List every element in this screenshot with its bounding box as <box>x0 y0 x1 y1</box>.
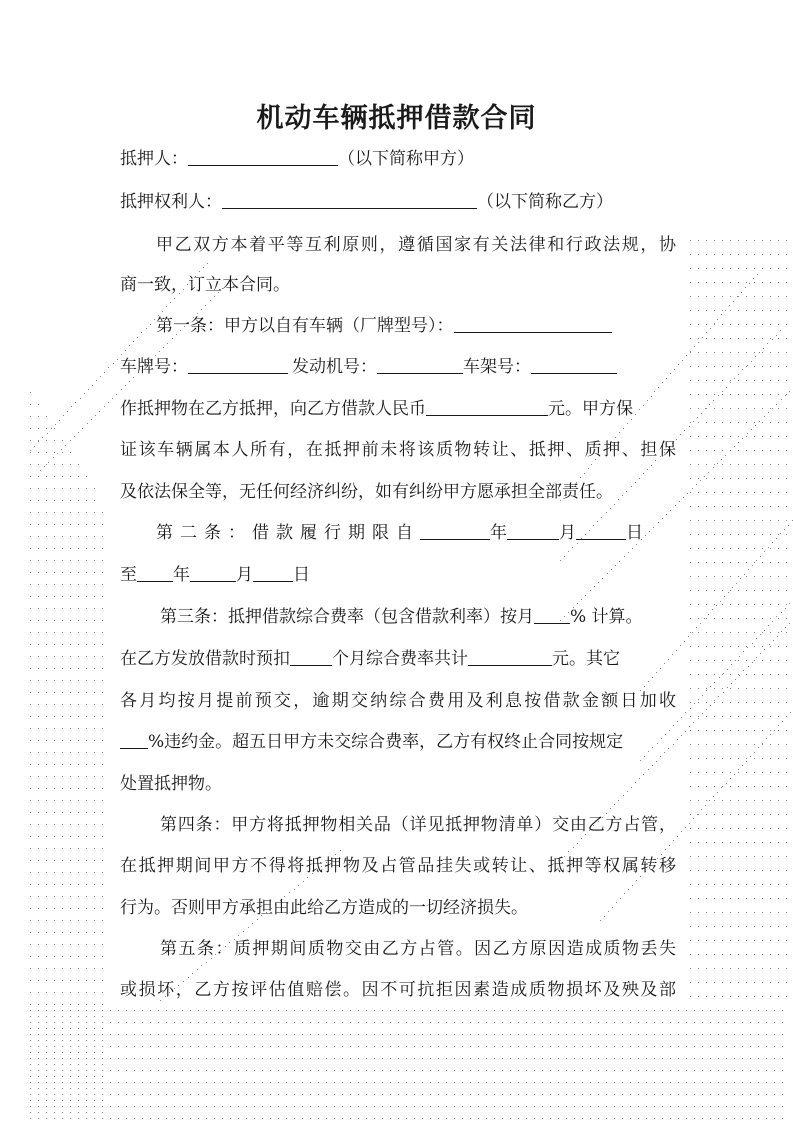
start-year-blank <box>420 521 490 540</box>
article1-intro-text: 第一条：甲方以自有车辆（厂牌型号）： <box>156 316 454 336</box>
article4-line-2: 在抵押期间甲方不得将抵押物及占管品挂失或转让、抵押等权属转移 <box>120 856 676 876</box>
article3-l1-pre: 第三条：抵押借款综合费率（包含借款利率）按月 <box>160 607 534 627</box>
article1-ids-line <box>120 354 676 380</box>
monthly-rate-blank <box>534 605 570 624</box>
article3-line-2 <box>120 646 676 672</box>
frame-label: 车架号： <box>463 357 531 377</box>
prepaid-amount-blank <box>468 647 552 666</box>
frame-blank <box>531 355 617 374</box>
article3-l1-post: % 计算。 <box>570 607 643 627</box>
article2-intro: 第二条：借款履行期限自 <box>156 523 420 543</box>
preamble-line-2: 商一致，订立本合同。 <box>120 275 290 295</box>
day-label: 日 <box>626 523 643 543</box>
month-label: 月 <box>559 523 576 543</box>
article3-l2-pre: 在乙方发放借款时预扣 <box>120 649 290 669</box>
article3-line-4 <box>120 729 676 755</box>
article2-line-1 <box>156 520 676 546</box>
party-a-blank <box>188 147 338 166</box>
article5-line-2: 或损坏，乙方按评估值赔偿。因不可抗拒因素造成质物损坏及殃及部 <box>120 980 676 1000</box>
article1-line-3: 证该车辆属本人所有，在抵押前未将该质物转让、抵押、质押、担保 <box>120 440 676 460</box>
party-a-label: 抵押人： <box>120 149 188 169</box>
end-day-blank <box>253 563 293 582</box>
party-b-line <box>120 189 676 215</box>
article3-line-5: 处置抵押物。 <box>120 774 222 794</box>
end-year-label: 年 <box>173 565 190 585</box>
article2-line-2 <box>120 562 676 588</box>
penalty-rate-blank <box>120 730 148 749</box>
article3-line-1 <box>160 604 676 630</box>
article4-line-3: 行为。否则甲方承担由此给乙方造成的一切经济损失。 <box>120 898 528 918</box>
article1-line-4: 及依法保全等，无任何经济纠纷，如有纠纷甲方愿承担全部责任。 <box>120 482 613 502</box>
article3-l2-mid: 个月综合费率共计 <box>332 649 468 669</box>
end-year-blank <box>137 563 173 582</box>
article3-l4-post: %违约金。超五日甲方未交综合费率，乙方有权终止合同按规定 <box>148 732 624 752</box>
loan-pre: 作抵押物在乙方抵押，向乙方借款人民币 <box>120 399 426 419</box>
party-a-line <box>120 146 676 172</box>
end-day-label: 日 <box>293 565 310 585</box>
loan-post: 元。甲方保 <box>548 399 633 419</box>
engine-blank <box>377 355 463 374</box>
party-b-note: （以下简称乙方） <box>477 192 613 212</box>
prepaid-months-blank <box>290 647 332 666</box>
end-month-label: 月 <box>236 565 253 585</box>
article3-line-3: 各月均按月提前预交，逾期交纳综合费用及利息按借款金额日加收 <box>120 691 676 711</box>
engine-label: 发动机号： <box>292 357 377 377</box>
article1-loan-line <box>120 396 676 422</box>
article5-line-1: 第五条：质押期间质物交由乙方占管。因乙方原因造成质物丢失 <box>160 939 676 959</box>
loan-amount-blank <box>426 397 548 416</box>
contract-title: 机动车辆抵押借款合同 <box>256 103 537 134</box>
party-a-note: （以下简称甲方） <box>338 149 474 169</box>
party-b-blank <box>222 190 477 209</box>
plate-label: 车牌号： <box>120 357 188 377</box>
preamble-line-1: 甲乙双方本着平等互利原则，遵循国家有关法律和行政法规，协 <box>156 235 676 255</box>
end-month-blank <box>190 563 236 582</box>
party-b-label: 抵押权利人： <box>120 192 222 212</box>
plate-blank <box>188 355 288 374</box>
year-label: 年 <box>490 523 507 543</box>
to-label: 至 <box>120 565 137 585</box>
vehicle-model-blank <box>454 314 612 333</box>
start-day-blank <box>576 521 626 540</box>
article4-line-1: 第四条：甲方将抵押物相关品（详见抵押物清单）交由乙方占管， <box>160 815 676 835</box>
article3-l2-post: 元。其它 <box>552 649 620 669</box>
article1-intro <box>156 313 676 339</box>
start-month-blank <box>507 521 559 540</box>
